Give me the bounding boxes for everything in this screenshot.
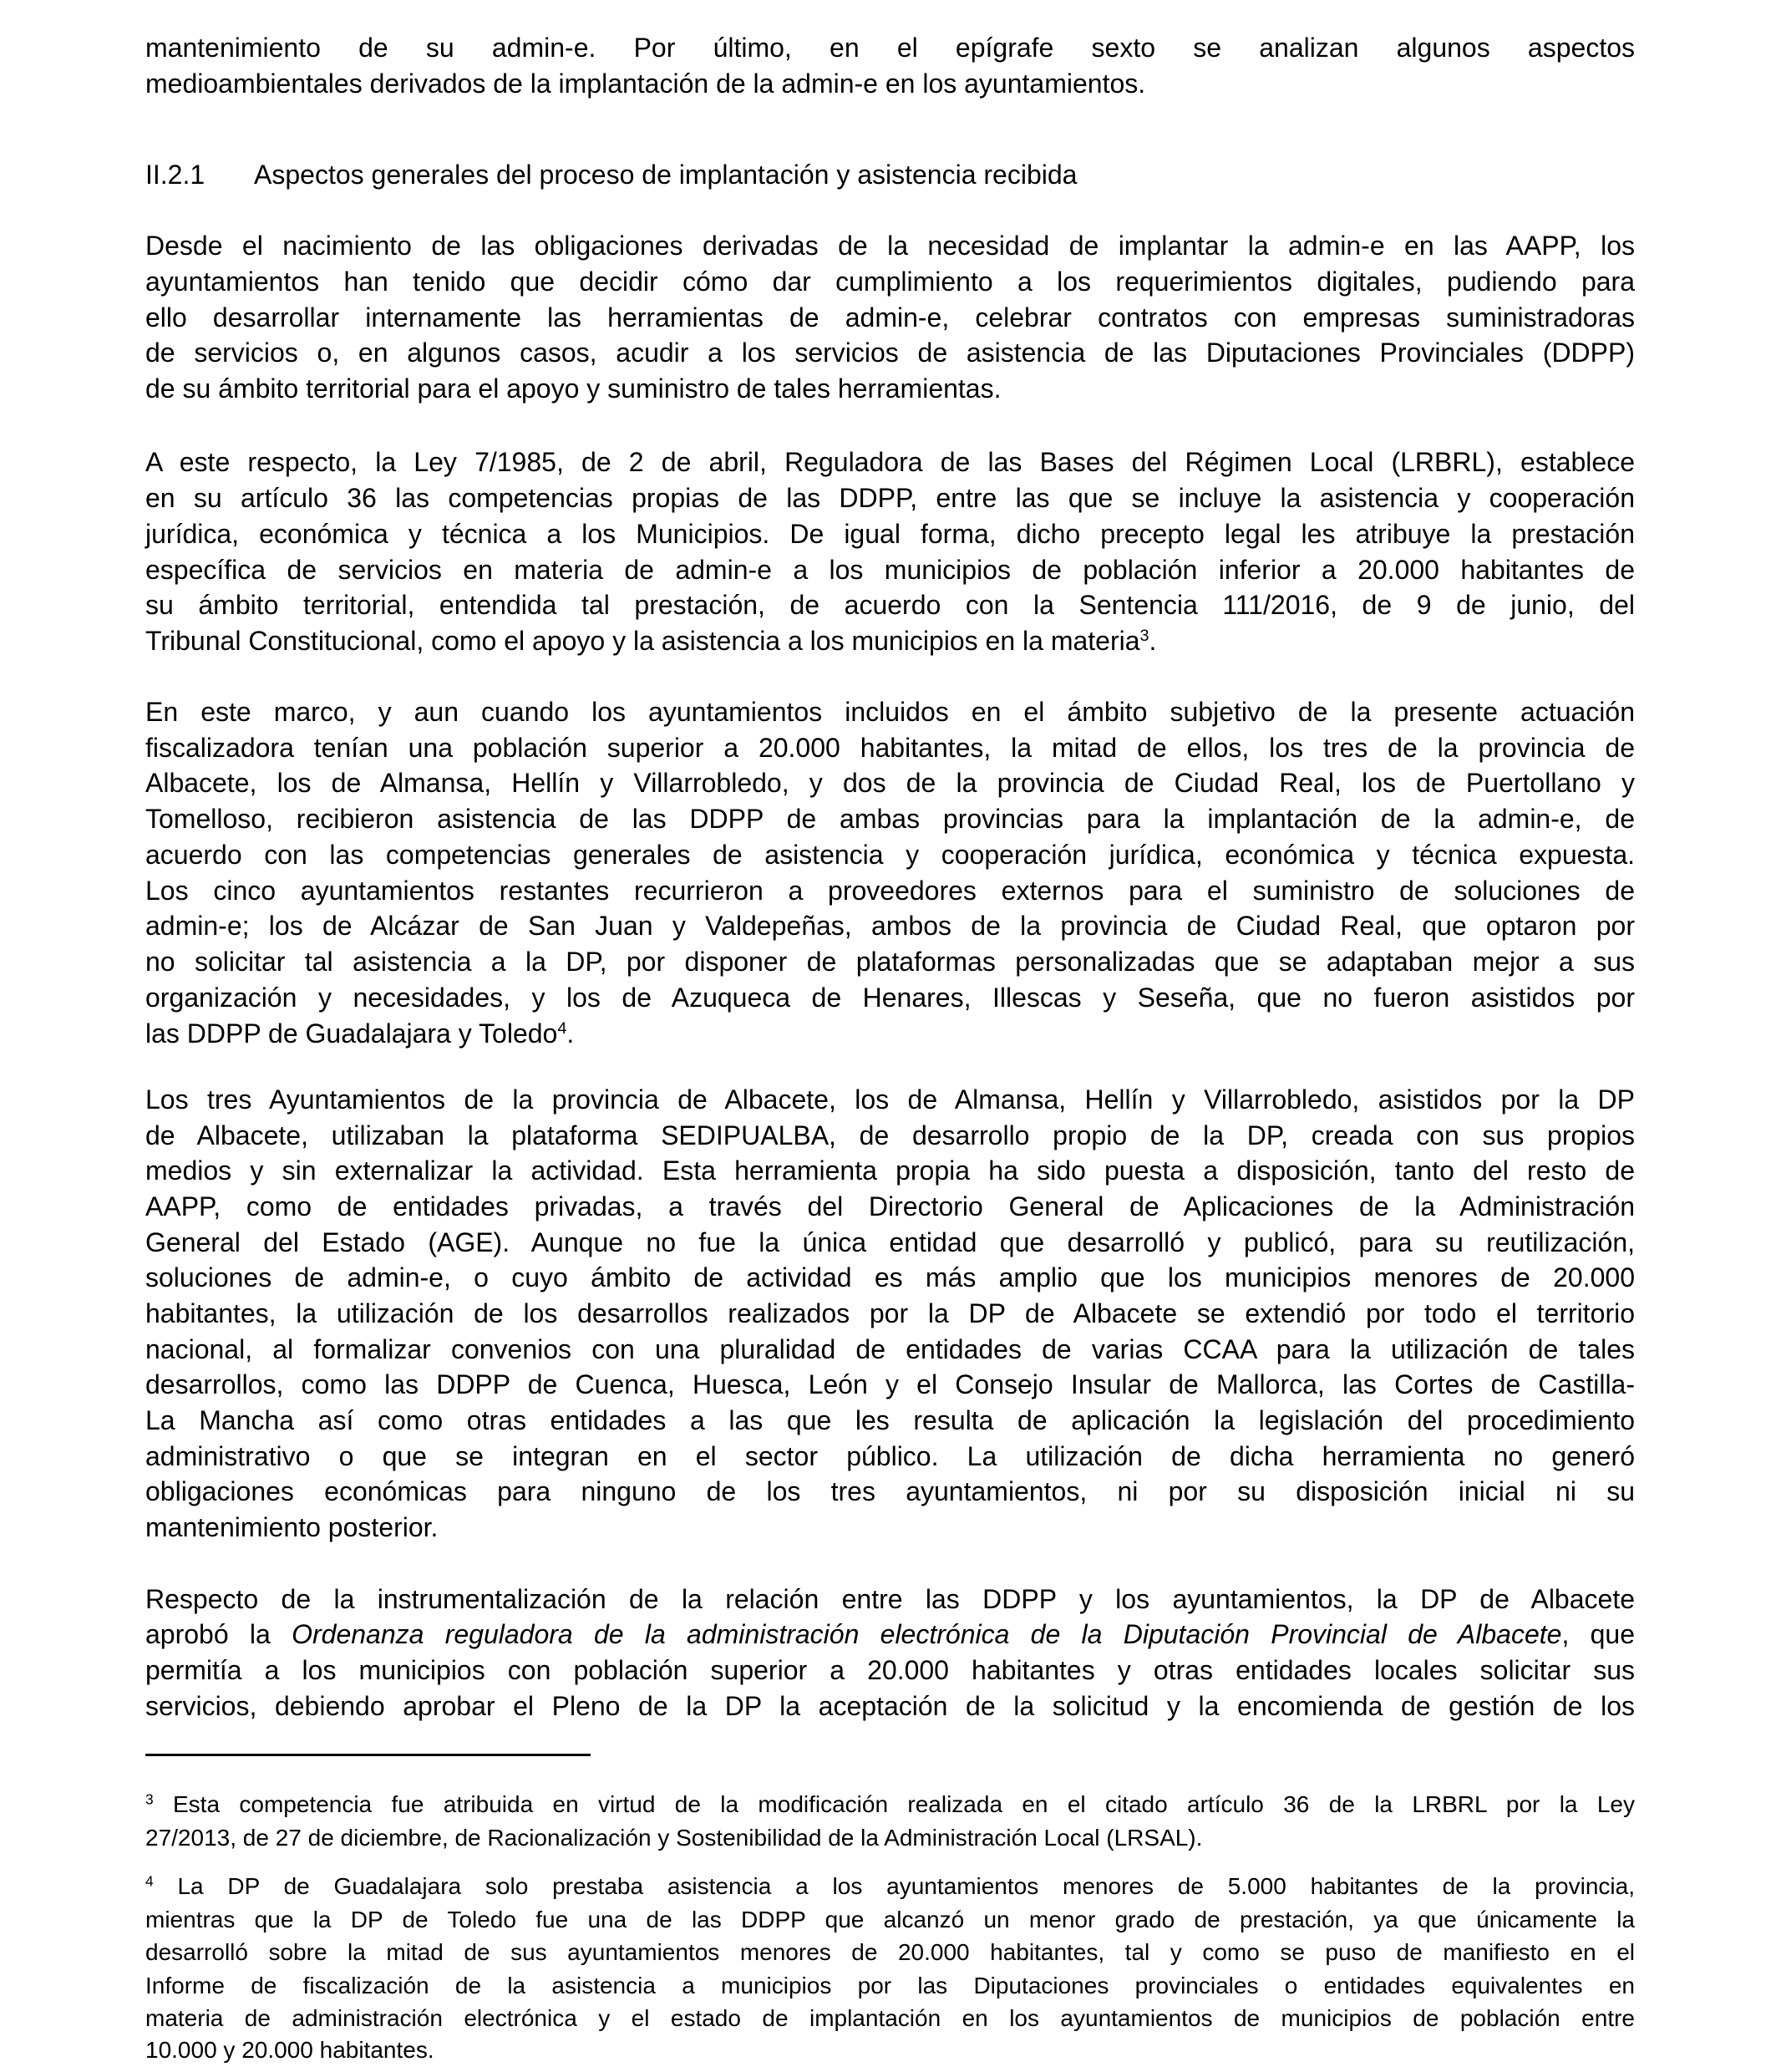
footnote-line: desarrolló sobre la mitad de sus ayuntamientos menores de 20.000 habitantes, tal y como se puso de manifiesto en el <box>145 1939 1635 1965</box>
paragraph-line: organización y necesidades, y los de Azuqueca de Henares, Illescas y Seseña, que no fueron asistidos por <box>145 983 1635 1013</box>
paragraph-line: administrativo o que se integran en el sector público. La utilización de dicha herramienta no generó <box>145 1441 1635 1471</box>
section-title: Aspectos generales del proceso de implantación y asistencia recibida <box>254 160 1078 190</box>
paragraph-line: La Mancha así como otras entidades a las que les resulta de aplicación la legislación del procedimiento <box>145 1405 1635 1435</box>
paragraph-line: servicios, debiendo aprobar el Pleno de la DP la aceptación de la solicitud y la encomienda de gestión de los <box>145 1691 1635 1721</box>
paragraph-line: habitantes, la utilización de los desarrollos realizados por la DP de Albacete se extendió por todo el territorio <box>145 1298 1635 1328</box>
paragraph-line: específica de servicios en materia de admin-e a los municipios de población inferior a 20.000 habitantes de <box>145 555 1635 585</box>
footnote-number: 3 <box>145 1790 154 1808</box>
paragraph-line: de servicios o, en algunos casos, acudir a los servicios de asistencia de las Diputaciones Provinciales (DDPP) <box>145 338 1635 368</box>
paragraph-line: admin-e; los de Alcázar de San Juan y Valdepeñas, ambos de la provincia de Ciudad Real, que optaron por <box>145 911 1635 941</box>
paragraph-line: fiscalizadora tenían una población superior a 20.000 habitantes, la mitad de ellos, los tres de la provincia de <box>145 733 1635 763</box>
paragraph-line: en su artículo 36 las competencias propias de las DDPP, entre las que se incluye la asistencia y cooperación <box>145 483 1635 513</box>
paragraph-line: Los tres Ayuntamientos de la provincia de Albacete, los de Almansa, Hellín y Villarrobledo, asistidos por la DP <box>145 1084 1635 1115</box>
paragraph-line: Tomelloso, recibieron asistencia de las DDPP de ambas provincias para la implantación de la admin-e, de <box>145 804 1635 834</box>
footnote-separator <box>145 1754 591 1756</box>
paragraph-line: las DDPP de Guadalajara y Toledo$^4$. <box>145 1018 575 1049</box>
paragraph-line: AAPP, como de entidades privadas, a través del Directorio General de Aplicaciones de la Administración <box>145 1191 1635 1221</box>
paragraph-line: Los cinco ayuntamientos restantes recurrieron a proveedores externos para el suministro de soluciones de <box>145 876 1635 906</box>
footnote-line: $^3$ Esta competencia fue atribuida en virtud de la modificación realizada en el citado artículo 36 de la LRBRL por la Ley <box>145 1790 1635 1817</box>
paragraph-line: su ámbito territorial, entendida tal prestación, de acuerdo con la Sentencia 111/2016, de 9 de junio, del <box>145 590 1635 620</box>
footnote-line: Informe de fiscalización de la asistencia a municipios por las Diputaciones provinciales o entidades equivalentes en <box>145 1973 1635 1998</box>
paragraph-line: nacional, al formalizar convenios con una pluralidad de entidades de varias CCAA para la utilización de tales <box>145 1334 1635 1364</box>
footnote-line: $^4$ La DP de Guadalajara solo prestaba asistencia a los ayuntamientos menores de 5.000 habitantes de la provincia, <box>145 1872 1635 1899</box>
section-heading <box>145 158 1077 191</box>
intro-line: medioambientales derivados de la implantación de la admin-e en los ayuntamientos. <box>145 69 1146 99</box>
paragraph-line: En este marco, y aun cuando los ayuntamientos incluidos en el ámbito subjetivo de la presente actuación <box>145 697 1635 727</box>
footnote-number: 4 <box>145 1872 154 1890</box>
paragraph-line: de su ámbito territorial para el apoyo y suministro de tales herramientas. <box>145 373 1002 404</box>
paragraph-line: no solicitar tal asistencia a la DP, por disponer de plataformas personalizadas que se adaptaban mejor a sus <box>145 947 1635 977</box>
footnote-line: 10.000 y 20.000 habitantes. <box>145 2037 434 2063</box>
footnote-ref-3[interactable]: 3 <box>1139 627 1149 646</box>
paragraph-line: medios y sin externalizar la actividad. Esta herramienta propia ha sido puesta a disposición, tanto del resto de <box>145 1155 1635 1186</box>
paragraph-line: jurídica, económica y técnica a los Municipios. De igual forma, dicho precepto legal les atribuye la prestación <box>145 519 1635 549</box>
paragraph-line: desarrollos, como las DDPP de Cuenca, Huesca, León y el Consejo Insular de Mallorca, las Cortes de Castilla- <box>145 1369 1635 1399</box>
footnote-line: materia de administración electrónica y el estado de implantación en los ayuntamientos de municipios de población entre <box>145 2005 1635 2031</box>
footnote-line: 27/2013, de 27 de diciembre, de Racionalización y Sostenibilidad de la Administración Local (LRSAL). <box>145 1825 1203 1851</box>
paragraph-line: aprobó la Ordenanza reguladora de la administración electrónica de la Diputación Provincial de Albacete, que <box>145 1619 1636 1649</box>
paragraph-line: de Albacete, utilizaban la plataforma SEDIPUALBA, de desarrollo propio de la DP, creada con sus propios <box>145 1120 1635 1150</box>
paragraph-line: permitía a los municipios con población superior a 20.000 habitantes y otras entidades locales solicitar sus <box>145 1655 1635 1685</box>
intro-line: mantenimiento de su admin-e. Por último, en el epígrafe sexto se analizan algunos aspectos <box>145 33 1635 63</box>
paragraph-line: acuerdo con las competencias generales de asistencia y cooperación jurídica, económica y técnica expuesta. <box>145 840 1635 870</box>
section-number: II.2.1 <box>145 160 206 190</box>
paragraph-line: Respecto de la instrumentalización de la relación entre las DDPP y los ayuntamientos, la DP de Albacete <box>145 1584 1635 1614</box>
paragraph-line: Tribunal Constitucional, como el apoyo y la asistencia a los municipios en la materia$^3$. <box>145 626 1157 656</box>
paragraph-line: soluciones de admin-e, o cuyo ámbito de actividad es más amplio que los municipios menores de 20.000 <box>145 1262 1635 1292</box>
paragraph-line: ayuntamientos han tenido que decidir cómo dar cumplimiento a los requerimientos digitales, pudiendo para <box>145 267 1635 297</box>
paragraph-line: Desde el nacimiento de las obligaciones derivadas de la necesidad de implantar la admin-e en las AAPP, los <box>145 231 1635 261</box>
paragraph-line: ello desarrollar internamente las herramientas de admin-e, celebrar contratos con empresas suministradoras <box>145 302 1635 333</box>
paragraph-line: mantenimiento posterior. <box>145 1512 439 1542</box>
paragraph-line: General del Estado (AGE). Aunque no fue la única entidad que desarrolló y publicó, para su reutilización, <box>145 1227 1635 1257</box>
footnote-line: mientras que la DP de Toledo fue una de las DDPP que alcanzó un menor grado de prestación, ya que únicamente la <box>145 1907 1635 1932</box>
paragraph-line: Albacete, los de Almansa, Hellín y Villarrobledo, y dos de la provincia de Ciudad Real, los de Puertollano y <box>145 768 1635 798</box>
footnote-ref-4[interactable]: 4 <box>557 1019 567 1039</box>
paragraph-line: obligaciones económicas para ninguno de los tres ayuntamientos, ni por su disposición inicial ni su <box>145 1476 1635 1506</box>
ordinance-title: Ordenanza reguladora de la administración electrónica de la Diputación Provincial de Albacete <box>292 1619 1562 1649</box>
paragraph-line: A este respecto, la Ley 7/1985, de 2 de abril, Reguladora de las Bases del Régimen Local (LRBRL), establece <box>145 447 1635 477</box>
